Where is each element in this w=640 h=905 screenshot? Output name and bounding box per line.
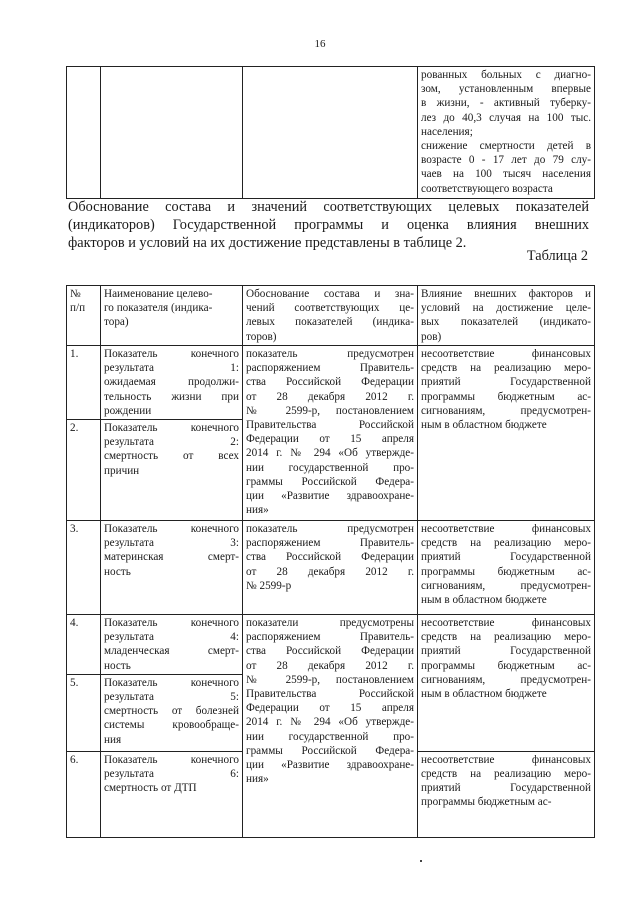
continuation-cell-num	[67, 67, 101, 199]
text-line: го показателя (индика-	[104, 302, 213, 315]
text-line: № 2599-р	[246, 579, 292, 592]
continuation-cell-name	[101, 67, 243, 199]
text-line: от 28 декабря 2012 г.	[246, 565, 414, 578]
text-line: ность	[104, 659, 131, 672]
text-line: ным в областном бюджете	[421, 688, 547, 701]
text-line: показатели предусмотрены	[246, 617, 414, 630]
text-line: в жизни, - активный туберку-	[421, 97, 591, 110]
row-basis	[243, 521, 418, 615]
continuation-table	[66, 66, 595, 199]
text-line: приятий Государственной	[421, 376, 591, 389]
text-line: левых показателей (индика-	[246, 316, 414, 329]
text-line: ния»	[246, 773, 269, 786]
text-line: чений соответствующих це-	[246, 302, 414, 315]
text-line: Показатель конечного	[104, 676, 239, 689]
text-line: результата 3:	[104, 537, 239, 550]
text-line: чаев на 100 тысяч населения	[421, 168, 591, 181]
text-line: смертность от ДТП	[104, 782, 197, 795]
text-line: смертность от болезней	[104, 705, 239, 718]
text-line: Влияние внешних факторов и	[421, 288, 591, 300]
text-line: лез до 40,3 случая на 100 тыс.	[421, 111, 591, 124]
text-line: соответствующего возраста	[421, 182, 553, 195]
text-line: № 2599-р, постановлением	[246, 404, 414, 417]
header-basis	[243, 286, 418, 346]
row-number: 4.	[67, 615, 101, 675]
text-line: нии государственной про-	[246, 730, 414, 743]
table-row	[67, 615, 595, 675]
text-line: сигнованиям, предусмотрен-	[421, 579, 591, 592]
text-line: факторов и условий на их достижение представлены в таблице 2.	[68, 235, 467, 251]
text-line: от 28 декабря 2012 г.	[246, 390, 414, 403]
text-line: сигнованиям, предусмотрен-	[421, 404, 591, 417]
text-line: Обоснование состава и зна-	[246, 288, 414, 300]
text-line: рождении	[104, 404, 152, 417]
text-line: результата 5:	[104, 691, 239, 704]
text-line: причин	[104, 464, 140, 477]
text-line: рованных больных с диагно-	[421, 69, 591, 81]
text-line: программы бюджетным ас-	[421, 659, 591, 672]
text-line: граммы Российской Федера-	[246, 475, 414, 488]
row-influence	[418, 521, 595, 615]
text-line: ства Российской Федерации	[246, 551, 414, 564]
text-line: средств на реализацию меро-	[421, 362, 591, 375]
text-line: (индикаторов) Государственной программы и оценка влияния внешних	[68, 217, 589, 233]
text-line: показатель предусмотрен	[246, 348, 414, 360]
row-indicator-name	[101, 521, 243, 615]
continuation-cell-influence	[418, 67, 595, 199]
text-line: № 2599-р, постановлением	[246, 673, 414, 686]
text-line: Федерации от 15 апреля	[246, 702, 414, 715]
text-line: условий на достижение целе-	[421, 302, 591, 315]
text-line: результата 6:	[104, 768, 239, 781]
text-line: ства Российской Федерации	[246, 376, 414, 389]
indicators-table	[66, 285, 595, 838]
row-indicator-name	[101, 615, 243, 675]
text-line: несоответствие финансовых	[421, 348, 591, 360]
text-line: Обоснование состава и значений соответствующих целевых показателей	[68, 199, 589, 215]
text-line: распоряжением Правитель-	[246, 537, 414, 550]
row-number: 1.	[67, 346, 101, 420]
text-line: приятий Государственной	[421, 551, 591, 564]
text-line: смертность от всех	[104, 450, 239, 463]
text-line: Показатель конечного	[104, 348, 239, 360]
text-line: средств на реализацию меро-	[421, 537, 591, 550]
row-number: 5.	[67, 674, 101, 751]
table-row	[67, 346, 595, 420]
text-line: программы бюджетным ас-	[421, 796, 552, 809]
row-influence	[418, 346, 595, 521]
page-number: 16	[314, 38, 326, 50]
text-line: ния»	[246, 504, 269, 517]
text-line: ным в областном бюджете	[421, 594, 547, 607]
text-line: ства Российской Федерации	[246, 645, 414, 658]
text-line: №	[70, 288, 81, 300]
text-line: программы бюджетным ас-	[421, 565, 591, 578]
text-line: сигнованиям, предусмотрен-	[421, 673, 591, 686]
intro-paragraph	[68, 198, 589, 252]
text-line: программы бюджетным ас-	[421, 390, 591, 403]
header-influence	[418, 286, 595, 346]
scan-speck	[420, 860, 422, 862]
text-line: снижение смертности детей в	[421, 140, 591, 153]
text-line: зом, установленным впервые	[421, 83, 591, 96]
text-line: ность	[104, 565, 131, 578]
text-line: результата 4:	[104, 631, 239, 644]
text-line: тельность жизни при	[104, 390, 239, 403]
text-line: вых показателей (индикато-	[421, 316, 591, 329]
text-line: торов)	[246, 330, 277, 343]
row-basis	[243, 615, 418, 838]
text-line: возрасте 0 - 17 лет до 79 слу-	[421, 154, 591, 167]
text-line: младенческая смерт-	[104, 645, 239, 658]
text-line: средств на реализацию меро-	[421, 631, 591, 644]
text-line: от 28 декабря 2012 г.	[246, 659, 414, 672]
header-num	[67, 286, 101, 346]
row-influence	[418, 615, 595, 752]
text-line: Показатель конечного	[104, 523, 239, 536]
text-line: несоответствие финансовых	[421, 617, 591, 630]
text-line: Показатель конечного	[104, 422, 239, 435]
row-influence	[418, 751, 595, 837]
text-line: Правительства Российской	[246, 688, 414, 701]
text-line: материнская смерт-	[104, 551, 239, 564]
text-line: п/п	[70, 302, 86, 315]
text-line: приятий Государственной	[421, 645, 591, 658]
row-number: 3.	[67, 521, 101, 615]
text-line: нии государственной про-	[246, 461, 414, 474]
text-line: ции «Развитие здравоохране-	[246, 490, 414, 503]
text-line: Показатель конечного	[104, 753, 239, 766]
text-line: показатель предусмотрен	[246, 523, 414, 536]
text-line: Федерации от 15 апреля	[246, 433, 414, 446]
text-line: приятий Государственной	[421, 782, 591, 795]
row-basis	[243, 346, 418, 521]
row-indicator-name	[101, 751, 243, 837]
text-line: системы кровообраще-	[104, 719, 239, 732]
text-line: ров)	[421, 330, 442, 343]
text-line: ния	[104, 733, 122, 746]
table-caption: Таблица 2	[526, 248, 588, 264]
row-indicator-name	[101, 346, 243, 420]
text-line: распоряжением Правитель-	[246, 362, 414, 375]
text-line: распоряжением Правитель-	[246, 631, 414, 644]
text-line: результата 2:	[104, 436, 239, 449]
row-number: 6.	[67, 751, 101, 837]
text-line: Показатель конечного	[104, 617, 239, 630]
table-row	[67, 521, 595, 615]
text-line: 2014 г. № 294 «Об утвержде-	[246, 447, 414, 460]
row-indicator-name	[101, 674, 243, 751]
text-line: средств на реализацию меро-	[421, 768, 591, 781]
text-line: Наименование целево-	[104, 288, 213, 300]
text-line: результата 1:	[104, 362, 239, 375]
text-line: несоответствие финансовых	[421, 753, 591, 766]
text-line: несоответствие финансовых	[421, 523, 591, 536]
text-line: ным в областном бюджете	[421, 419, 547, 432]
text-line: населения;	[421, 125, 473, 138]
text-line: ожидаемая продолжи-	[104, 376, 239, 389]
text-line: Правительства Российской	[246, 419, 414, 432]
text-line: граммы Российской Федера-	[246, 744, 414, 757]
row-indicator-name	[101, 420, 243, 521]
text-line: ции «Развитие здравоохране-	[246, 759, 414, 772]
text-line: 2014 г. № 294 «Об утвержде-	[246, 716, 414, 729]
text-line: тора)	[104, 316, 129, 329]
table-header-row	[67, 286, 595, 346]
row-number: 2.	[67, 420, 101, 521]
header-name	[101, 286, 243, 346]
continuation-cell-basis	[243, 67, 418, 199]
